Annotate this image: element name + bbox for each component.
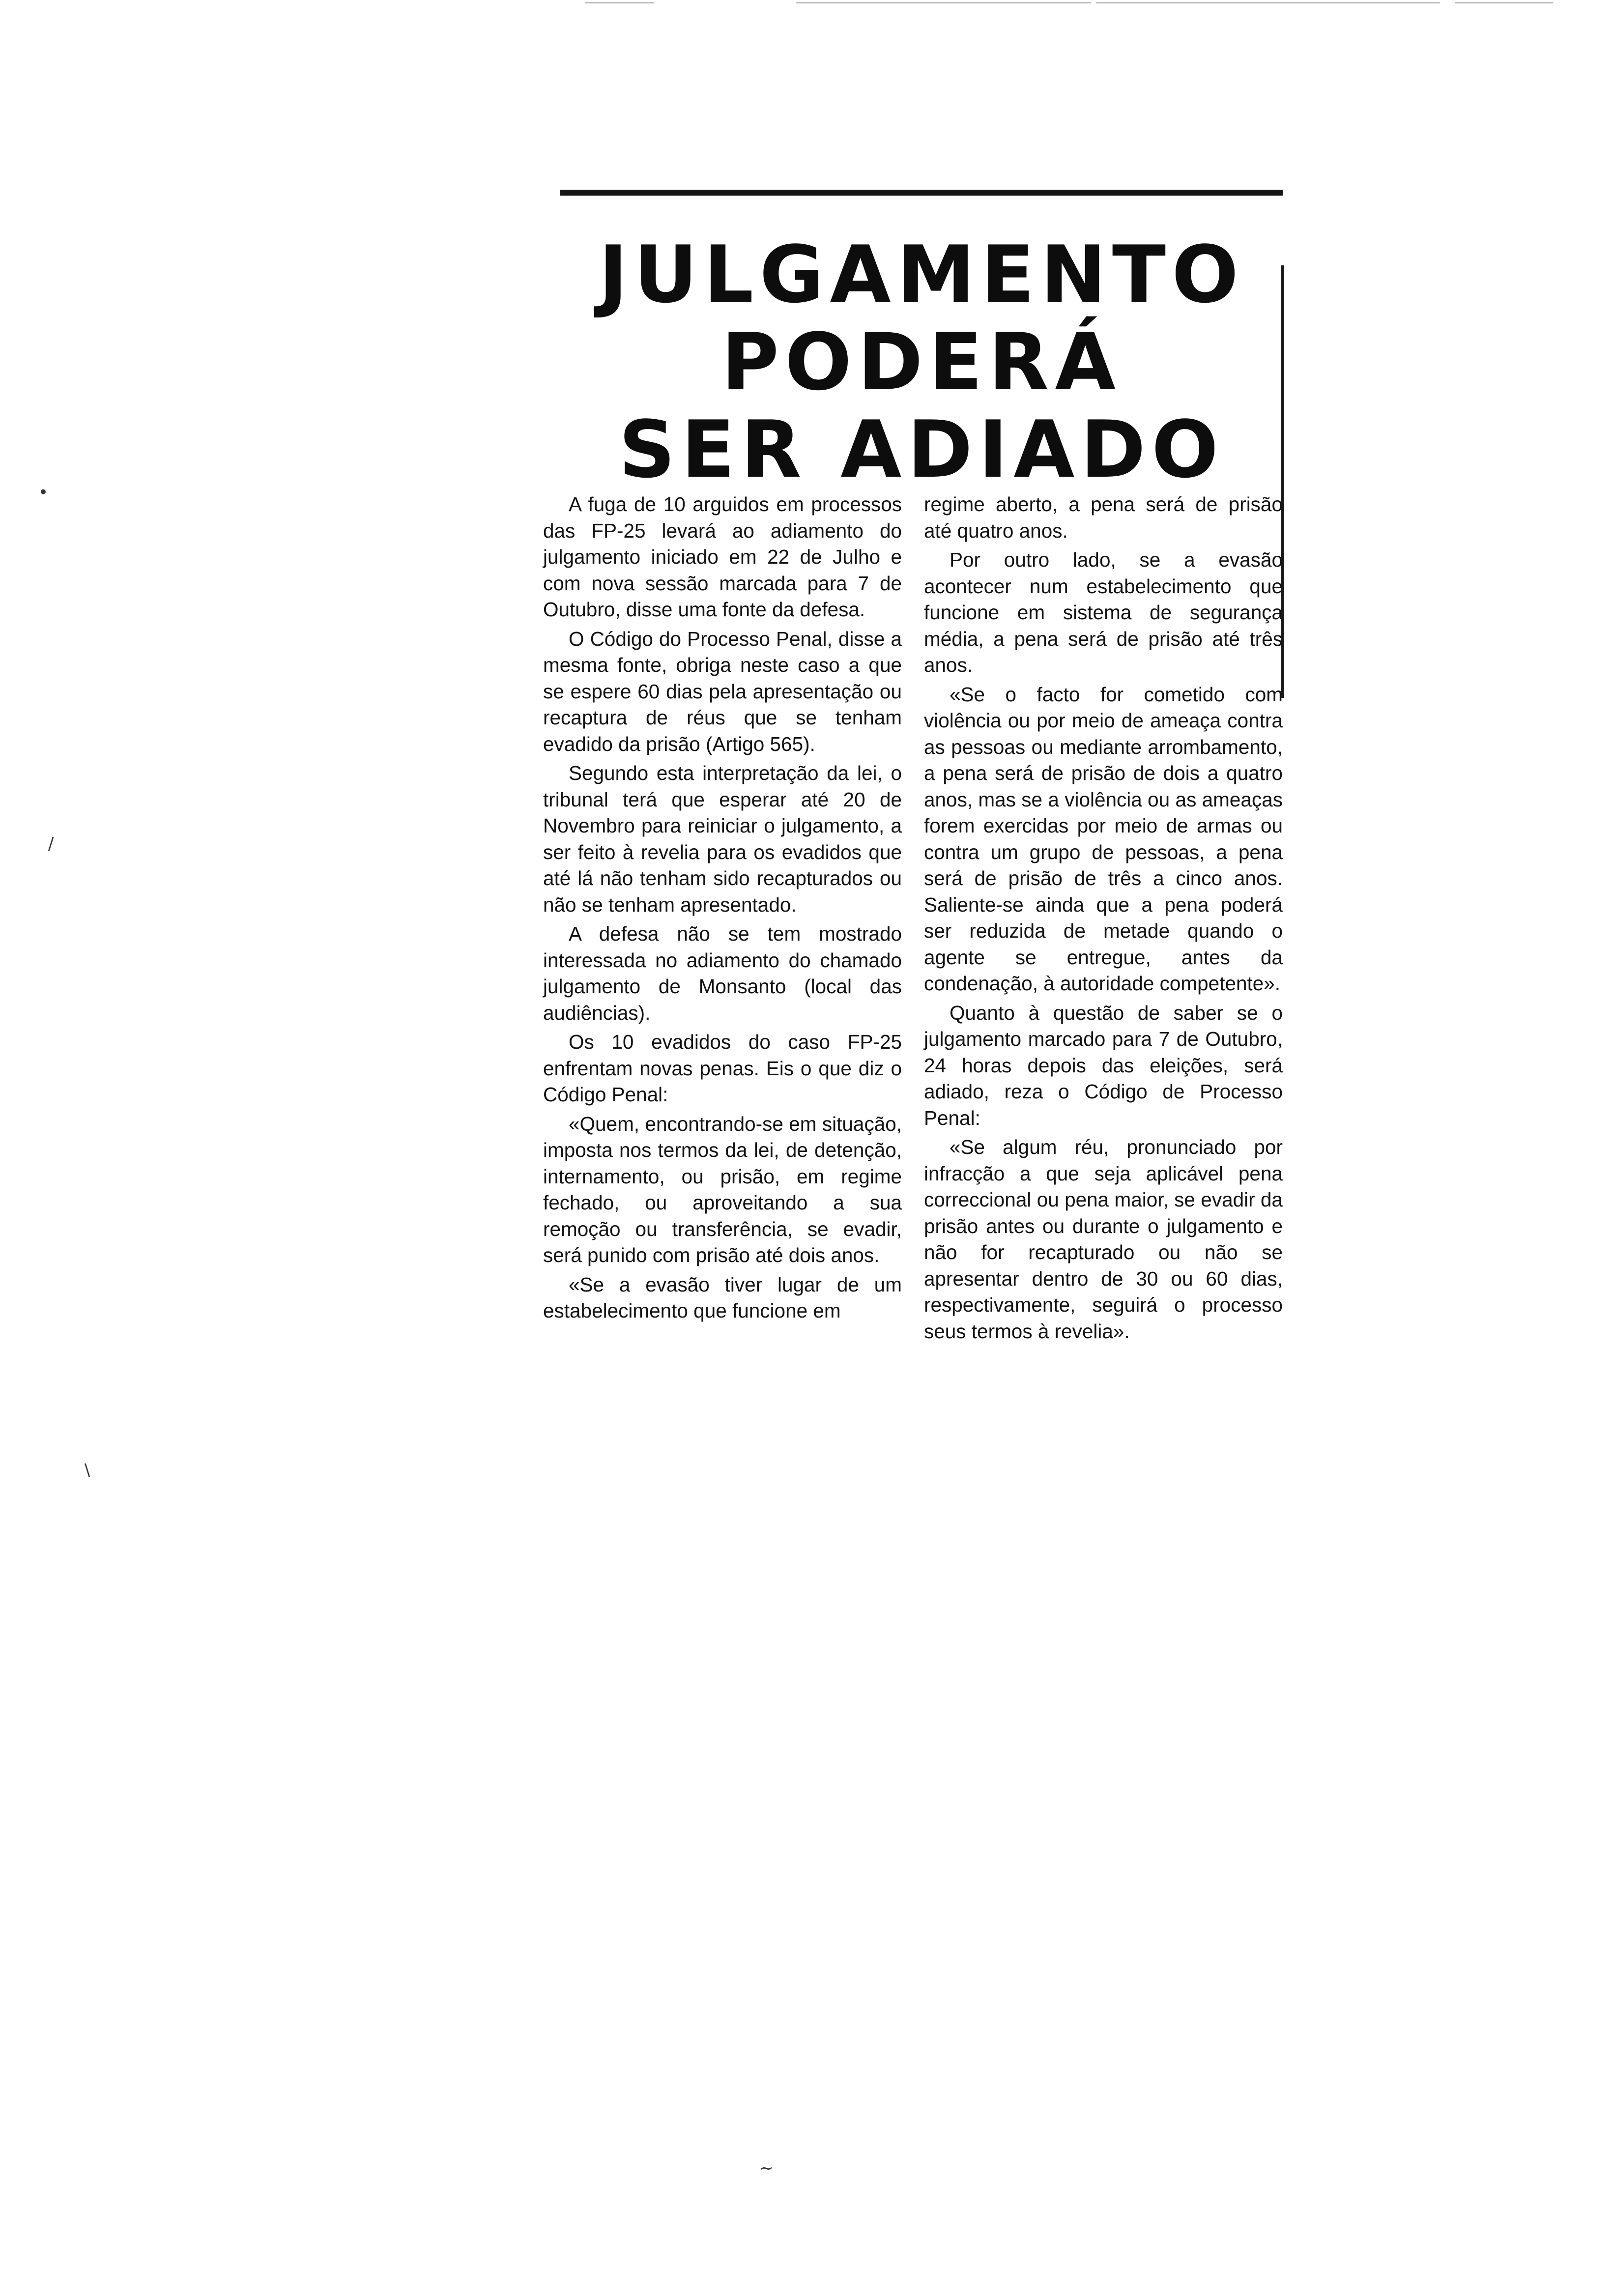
article-column-right (924, 491, 1283, 1348)
headline-line: PODERÁ (721, 316, 1122, 408)
scan-speck: ~ (759, 2158, 774, 2178)
paragraph: «Se algum réu, pronunciado por infracção a que seja aplicável pena correccional ou pena maior, se evadir da prisão antes ou durante o julgamento e não for recapturado ou não se apresentar dentro de 30 ou 60 dias, respectivamente, seguirá o processo seus termos à revelia». (924, 1136, 1283, 1343)
paragraph: Por outro lado, se a evasão acontecer num estabelecimento que funcione em sistema de segurança média, a pena será de prisão até três anos. (924, 548, 1283, 676)
headline-rule (560, 190, 1283, 196)
headline-line: SER ADIADO (618, 403, 1225, 495)
article-column-left (543, 491, 902, 1327)
paragraph: regime aberto, a pena será de prisão até quatro anos. (924, 493, 1283, 542)
scan-speck: • (38, 483, 49, 502)
paragraph: Quanto à questão de saber se o julgamento marcado para 7 de Outubro, 24 horas depois das eleições, será adiado, reza o Código de Processo Penal: (924, 1001, 1283, 1129)
scan-artifact (1096, 2, 1440, 3)
paragraph: Os 10 evadidos do caso FP-25 enfrentam novas penas. Eis o que diz o Código Penal: (543, 1031, 902, 1106)
paragraph: A defesa não se tem mostrado interessada no adiamento do chamado julgamento de Monsanto (local das audiências). (543, 922, 902, 1024)
scan-artifact (796, 2, 1091, 3)
scan-artifact (1455, 2, 1553, 3)
paragraph: «Quem, encontrando-se em situação, imposta nos termos da lei, de detenção, internamento, ou prisão, em regime fechado, ou aproveitando a sua remoção ou transferência, se evadir, será punido com prisão até dois anos. (543, 1112, 902, 1266)
paragraph: O Código do Processo Penal, disse a mesma fonte, obriga neste caso a que se espere 60 dias pela apresentação ou recaptura de réus que se tenham evadido da prisão (Artigo 565). (543, 627, 902, 755)
scan-artifact (585, 2, 654, 3)
scan-speck: \ (85, 1461, 90, 1480)
headline-line: JULGAMENTO (598, 229, 1245, 320)
article-headline (560, 231, 1283, 493)
paragraph: A fuga de 10 arguidos em processos das FP-25 levará ao adiamento do julgamento iniciado em 22 de Julho e com nova sessão marcada para 7 de Outubro, disse uma fonte da defesa. (543, 493, 902, 621)
paragraph: «Se a evasão tiver lugar de um estabelecimento que funcione em (543, 1273, 902, 1322)
scan-speck: / (48, 834, 54, 854)
paragraph: «Se o facto for cometido com violência ou por meio de ameaça contra as pessoas ou mediante arrombamento, a pena será de prisão de dois a quatro anos, mas se a violência ou as ameaças forem exercidas por meio de armas ou contra um grupo de pessoas, a pena será de prisão de três a cinco anos. Saliente-se ainda que a pena poderá ser reduzida de metade quando o agente se entregue, antes da condenação, à autoridade competente». (924, 683, 1283, 995)
paragraph: Segundo esta interpretação da lei, o tribunal terá que esperar até 20 de Novembro para reiniciar o julgamento, a ser feito à revelia para os evadidos que até lá não tenham sido recapturados ou não se tenham apresentado. (543, 762, 902, 916)
